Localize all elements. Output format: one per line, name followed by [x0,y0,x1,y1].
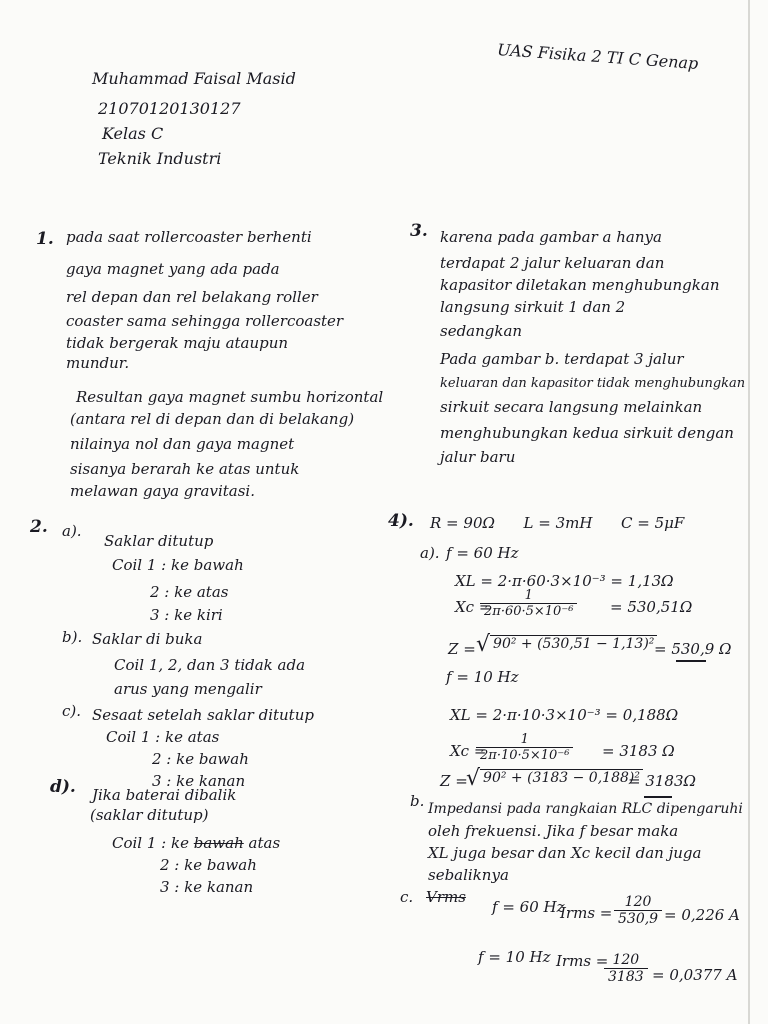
q4-xc60-result: = 530,51Ω [610,598,693,616]
q2-c-line: 2 : ke bawah [152,750,249,768]
student-major: Teknik Industri [98,149,222,168]
q4-b-line: XL juga besar dan Xc kecil dan juga [428,844,702,862]
q4-c-struck: Vrms [426,888,466,906]
sqrt-icon: √ [466,766,481,791]
q3-line: jalur baru [440,448,516,466]
q2-d-coil1-text: Coil 1 : ke [112,834,189,852]
q1-line: tidak bergerak maju ataupun [66,334,289,352]
q4-f10: f = 10 Hz [446,668,519,686]
q4-z10-radicand: 90² + (3183 − 0,188)² [480,769,643,786]
q4-xc10-numerator: 1 [476,732,573,748]
q4-c10-numerator: 120 [604,952,648,969]
q2-d-subtitle: (saklar ditutup) [90,806,209,824]
q4-c60-denominator: 530,9 [618,911,659,927]
sqrt-icon: √ [476,632,491,657]
q4-c10-denominator: 3183 [608,969,644,985]
q4-xl60: XL = 2·π·60·3×10⁻³ = 1,13Ω [455,572,674,590]
q4-xc10-fraction [476,732,573,763]
q1-line: gaya magnet yang ada pada [66,260,280,278]
q4-b-line: Impedansi pada rangkaian RLC dipengaruhi [428,801,743,817]
q3-line: kapasitor diletakan menghubungkan [440,276,720,294]
q4-c60-result: = 0,226 A [664,906,740,924]
q3-line: langsung sirkuit 1 dan 2 [440,298,626,316]
q3-line: sedangkan [440,322,523,340]
q4-z60-result: = 530,9 Ω [654,640,732,658]
q4-c-irms60: Irms = [560,904,613,922]
q4-z10-radical [466,766,643,791]
q2-d-label: d). [50,777,76,797]
q4-number: 4). [388,511,414,531]
q4-b-line: sebaliknya [428,866,509,884]
q4-xc10-lhs: Xc = [450,742,487,760]
q1-line: Resultan gaya magnet sumbu horizontal [76,388,384,406]
q4-a-label: a). [420,544,440,562]
q4-z10-underline [644,796,672,798]
q4-z10-lhs: Z = [440,772,468,790]
q3-line: sirkuit secara langsung melainkan [440,398,703,416]
q4-c60-numerator: 120 [614,894,662,911]
q4-z60-underline [676,660,706,662]
q4-xc60-fraction [480,588,577,619]
q2-b-label: b). [62,628,83,646]
page-edge [748,0,750,1024]
q1-line: melawan gaya gravitasi. [70,482,256,500]
q4-xc60-denominator: 2π·60·5×10⁻⁶ [484,604,574,619]
q2-c-line: Coil 1 : ke atas [106,728,220,746]
q1-line: coaster sama sehingga rollercoaster [66,312,344,330]
q2-c-label: c). [62,702,82,720]
q4-z10-result: = 3183Ω [628,772,696,790]
q2-b-title: Saklar di buka [92,630,203,648]
q4-b-label: b. [410,792,425,810]
exam-title: UAS Fisika 2 TI C Genap [496,39,699,74]
q3-line: terdapat 2 jalur keluaran dan [440,254,665,272]
q2-d-correction: atas [248,834,281,852]
q4-c60-fraction [614,894,662,927]
q2-a-title: Saklar ditutup [104,532,214,550]
q2-b-line: Coil 1, 2, dan 3 tidak ada [114,656,306,674]
q4-z60-radicand: 90² + (530,51 − 1,13)² [490,635,657,652]
q2-c-title: Sesaat setelah saklar ditutup [92,706,314,724]
q2-a-label: a). [62,522,82,540]
q4-z60-lhs: Z = [448,640,476,658]
q2-b-line: arus yang mengalir [114,680,262,698]
q2-d-coil1 [112,834,280,852]
q4-c-irms10: Irms = [556,952,609,970]
q2-c-line: 3 : ke kanan [152,772,246,790]
q4-c-label: c. [400,888,414,906]
q4-z60-radical [476,632,657,657]
q4-given: R = 90Ω L = 3mH C = 5μF [430,514,685,532]
q4-xc10-result: = 3183 Ω [602,742,675,760]
q3-line: Pada gambar b. terdapat 3 jalur [440,350,684,368]
q1-line: pada saat rollercoaster berhenti [66,228,312,246]
q3-line: menghubungkan kedua sirkuit dengan [440,424,734,442]
q1-line: mundur. [66,354,130,372]
q4-c-f10: f = 10 Hz [478,948,551,966]
q1-line: nilainya nol dan gaya magnet [70,435,295,453]
q2-a-line: Coil 1 : ke bawah [112,556,244,574]
q4-c10-result: = 0,0377 A [652,966,738,984]
q2-d-title: Jika baterai dibalik [92,786,237,804]
q1-number: 1. [36,229,54,249]
q3-line: keluaran dan kapasitor tidak menghubungkan [440,376,746,391]
q4-b-line: oleh frekuensi. Jika f besar maka [428,822,679,840]
q1-line: rel depan dan rel belakang roller [66,288,318,306]
q2-a-line: 2 : ke atas [150,583,229,601]
student-id: 21070120130127 [98,99,241,118]
student-name: Muhammad Faisal Masid [92,69,296,88]
q4-xc60-lhs: Xc = [455,598,492,616]
student-class: Kelas C [102,124,164,143]
q4-xc60-numerator: 1 [480,588,577,604]
q1-line: sisanya berarah ke atas untuk [70,460,300,478]
q3-number: 3. [410,221,428,241]
q2-d-line: 3 : ke kanan [160,878,254,896]
q4-c10-fraction [604,952,648,985]
q2-a-line: 3 : ke kiri [150,606,223,624]
q2-number: 2. [30,517,48,537]
q4-xc10-denominator: 2π·10·5×10⁻⁶ [480,748,570,763]
q2-d-struck-word: bawah [193,834,244,852]
q2-d-line: 2 : ke bawah [160,856,257,874]
q4-f60: f = 60 Hz [446,544,519,562]
q4-xl10: XL = 2·π·10·3×10⁻³ = 0,188Ω [450,706,679,724]
q3-line: karena pada gambar a hanya [440,228,662,246]
q1-line: (antara rel di depan dan di belakang) [70,410,355,428]
q4-c-f60: f = 60 Hz [492,898,565,916]
